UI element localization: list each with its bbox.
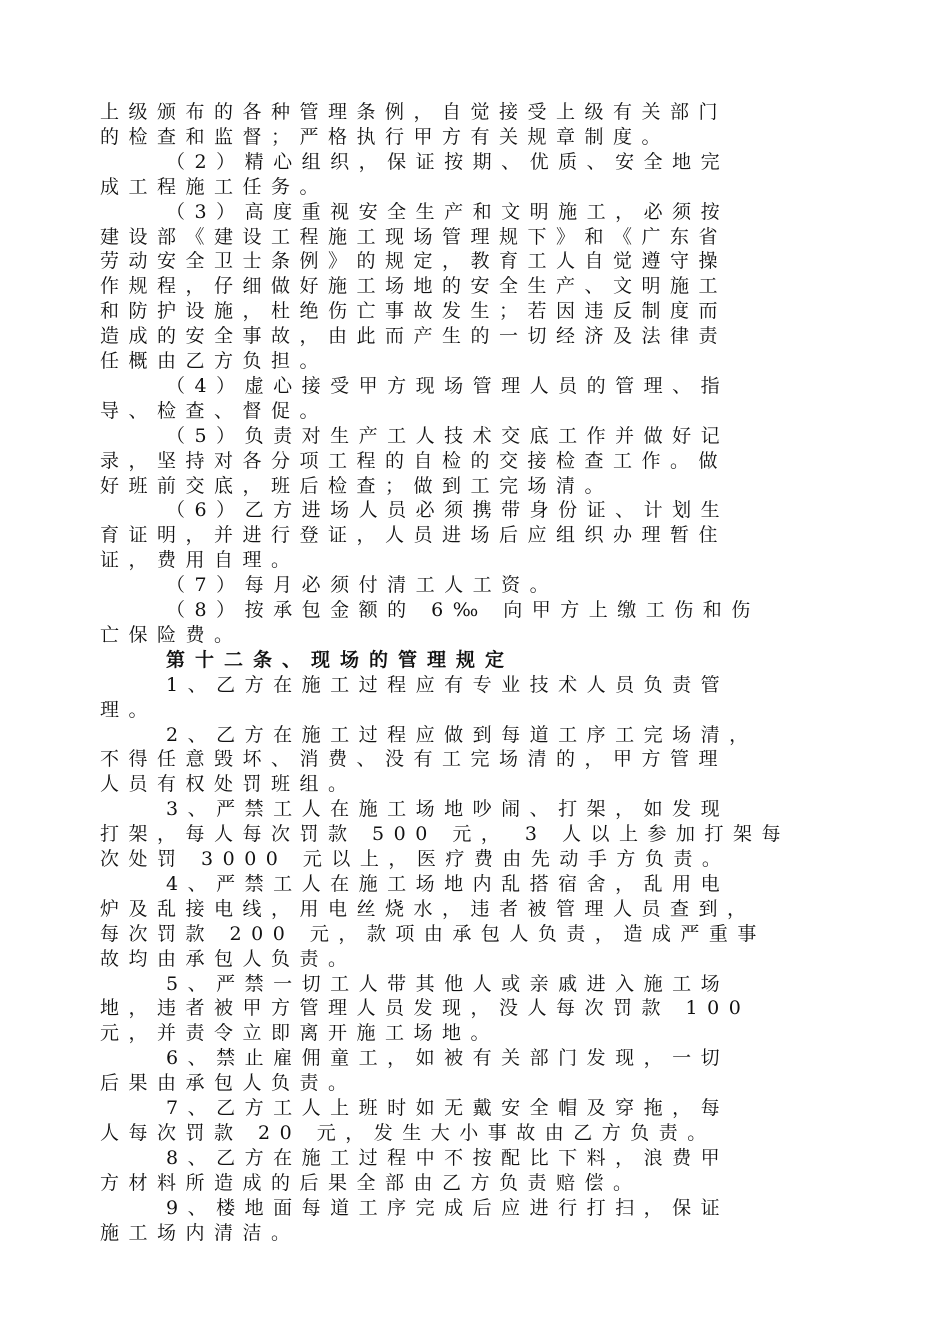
text-line: 作规程，仔细做好施工场地的安全生产、文明施工 xyxy=(100,275,728,298)
text-line: 育证明，并进行登证，人员进场后应组织办理暂住 xyxy=(100,524,728,547)
text-line: 1、乙方在施工过程应有专业技术人员负责管 xyxy=(166,673,730,696)
text-line: 造成的安全事故，由此而产生的一切经济及法律责 xyxy=(100,325,728,348)
text-line: 每次罚款 200 元，款项由承包人负责，造成严重事 xyxy=(100,922,766,945)
text-line: 5、严禁一切工人带其他人或亲戚进入施工场 xyxy=(166,972,730,995)
text-line: （4）虚心接受甲方现场管理人员的管理、指 xyxy=(166,374,730,397)
text-line: 好班前交底，班后检查；做到工完场清。 xyxy=(100,474,614,497)
text-line: 理。 xyxy=(100,698,158,721)
text-line: 7、乙方工人上班时如无戴安全帽及穿拖，每 xyxy=(166,1097,730,1119)
text-line: 任概由乙方负担。 xyxy=(100,350,329,372)
text-line: 和防护设施，杜绝伤亡事故发生；若因违反制度而 xyxy=(100,300,728,323)
text-line: （7）每月必须付清工人工资。 xyxy=(166,574,559,597)
text-line: （8）按承包金额的 6‰ 向甲方上缴工伤和伤 xyxy=(166,599,760,621)
text-line: 6、禁止雇佣童工，如被有关部门发现，一切 xyxy=(166,1047,730,1070)
text-line: 8、乙方在施工过程中不按配比下料，浪费甲 xyxy=(166,1146,730,1169)
text-line: 建设部《建设工程施工现场管理规下》和《广东省 xyxy=(100,225,728,248)
text-line: 2、乙方在施工过程应做到每道工序工完场清， xyxy=(166,723,758,746)
section-heading: 第十二条、现场的管理规定 xyxy=(166,648,515,671)
text-line: 人每次罚款 20 元，发生大小事故由乙方负责。 xyxy=(100,1121,716,1144)
text-line: 施工场内清洁。 xyxy=(100,1221,300,1244)
text-line: 证，费用自理。 xyxy=(100,549,300,572)
text-line: 故均由承包人负责。 xyxy=(100,947,357,970)
text-line: （5）负责对生产工人技术交底工作并做好记 xyxy=(166,424,730,447)
text-line: 不得任意毁坏、消费、没有工完场清的，甲方管理 xyxy=(100,748,728,771)
text-line: （6）乙方进场人员必须携带身份证、计划生 xyxy=(166,499,730,522)
text-line: 导、检查、督促。 xyxy=(100,399,329,422)
text-line: 9、楼地面每道工序完成后应进行打扫，保证 xyxy=(166,1196,730,1219)
text-line: 成工程施工任务。 xyxy=(100,175,329,198)
text-line: 炉及乱接电线，用电丝烧水，违者被管理人员查到， xyxy=(100,897,756,920)
text-line: 4、严禁工人在施工场地内乱搭宿舍，乱用电 xyxy=(166,872,730,895)
text-line: 人员有权处罚班组。 xyxy=(100,773,357,796)
text-line: 录，坚持对各分项工程的自检的交接检查工作。做 xyxy=(100,449,728,472)
text-line: 次处罚 3000 元以上，医疗费由先动手方负责。 xyxy=(100,848,731,870)
text-line: 上级颁布的各种管理条例，自觉接受上级有关部门 xyxy=(100,101,728,123)
text-line: 后果由承包人负责。 xyxy=(100,1072,357,1095)
text-line: 方材料所造成的后果全部由乙方负责赔偿。 xyxy=(100,1171,642,1194)
text-line: 地，违者被甲方管理人员发现，没人每次罚款 100 xyxy=(100,997,751,1020)
text-line: 亡保险费。 xyxy=(100,623,243,646)
text-line: （2）精心组织，保证按期、优质、安全地完 xyxy=(166,150,730,173)
text-line: 的检查和监督；严格执行甲方有关规章制度。 xyxy=(100,125,671,148)
text-line: （3）高度重视安全生产和文明施工，必须按 xyxy=(166,200,730,223)
text-line: 3、严禁工人在施工场地吵闹、打架，如发现 xyxy=(166,798,730,821)
text-line: 打架，每人每次罚款 500 元， 3 人以上参加打架每 xyxy=(100,823,791,846)
text-line: 元，并责令立即离开施工场地。 xyxy=(100,1022,500,1045)
text-line: 劳动安全卫士条例》的规定，教育工人自觉遵守操 xyxy=(100,250,728,273)
